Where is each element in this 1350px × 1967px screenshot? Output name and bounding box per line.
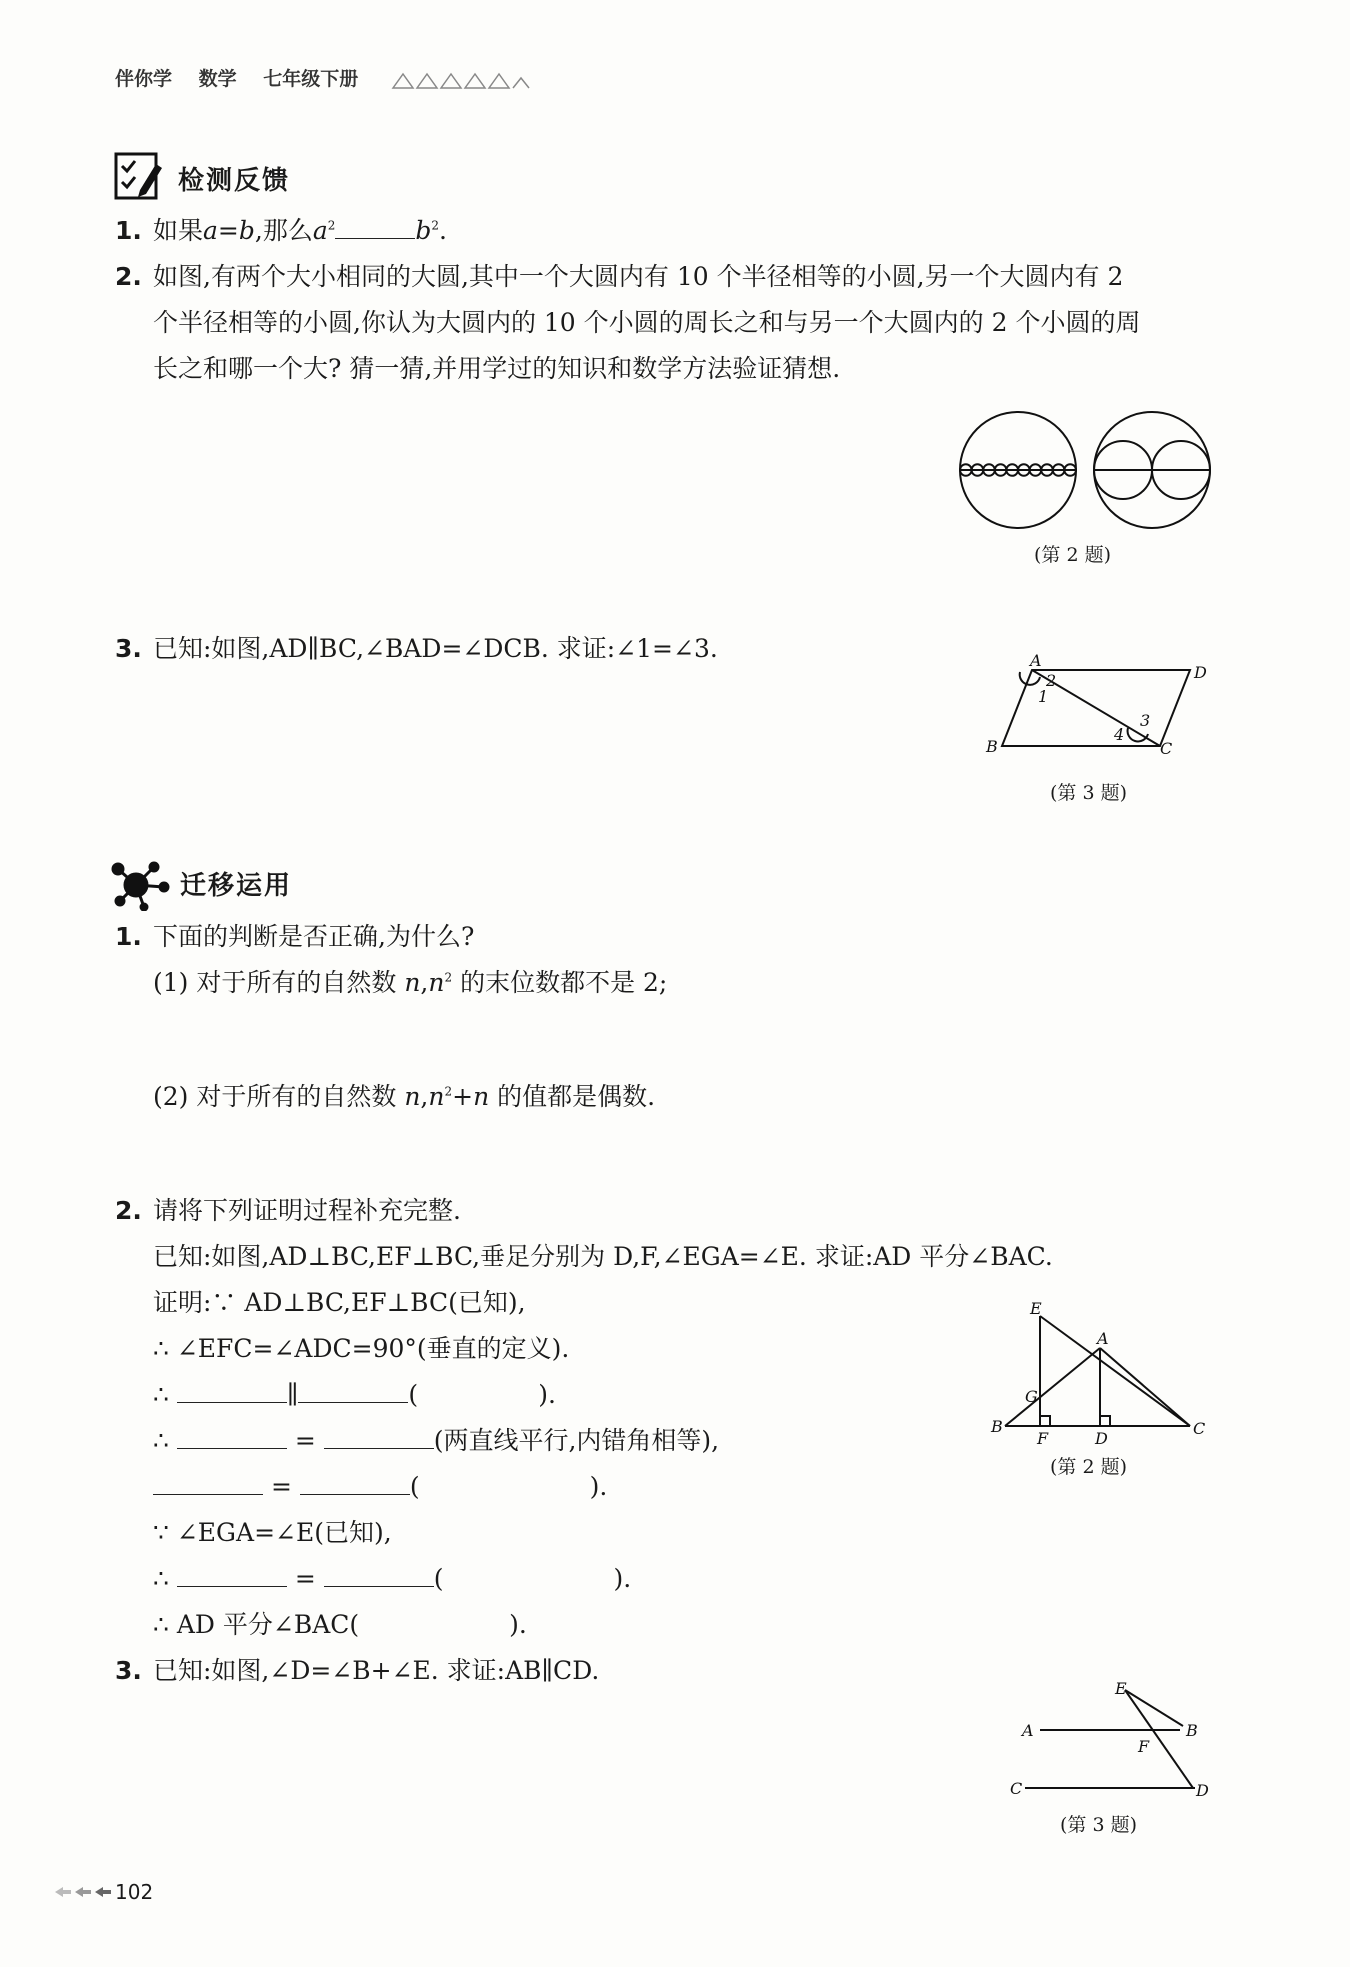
label-4: 4 bbox=[1114, 725, 1125, 744]
s1-question-3 bbox=[115, 634, 718, 664]
text: ). bbox=[538, 1380, 556, 1409]
label-D: D bbox=[1196, 1781, 1209, 1800]
question-number: 1. bbox=[115, 922, 142, 951]
subject-label: 数学 bbox=[198, 68, 237, 90]
text: ,那么 bbox=[254, 216, 313, 245]
text: 如果 bbox=[153, 216, 204, 245]
text: = bbox=[294, 1426, 316, 1455]
answer-blank[interactable] bbox=[177, 1382, 287, 1403]
text: = bbox=[270, 1472, 292, 1501]
text: (两直线平行,内错角相等), bbox=[433, 1426, 720, 1455]
text: 如图,有两个大小相同的大圆,其中一个大圆内有 10 个半径相等的小圆,另一个大圆内有 2 bbox=[153, 262, 1124, 291]
text: 请将下列证明过程补充完整. bbox=[153, 1196, 461, 1225]
parallelogram-figure bbox=[980, 650, 1210, 760]
exponent: 2 bbox=[444, 1084, 453, 1099]
text: ∴ bbox=[153, 1380, 169, 1409]
label-A: A bbox=[1022, 1721, 1034, 1740]
exponent: 2 bbox=[444, 970, 453, 985]
label-E: E bbox=[1030, 1299, 1042, 1318]
question-number: 2. bbox=[115, 1196, 142, 1225]
s2-question-1-part1 bbox=[153, 968, 667, 998]
arrow-decoration-icon bbox=[55, 1885, 115, 1899]
label-C: C bbox=[1193, 1419, 1206, 1438]
grade-label: 七年级下册 bbox=[263, 68, 359, 90]
s2-question-1 bbox=[115, 922, 474, 952]
label-2: 2 bbox=[1046, 671, 1057, 690]
s2-question-2 bbox=[115, 1196, 461, 1226]
s2-question-1-part2 bbox=[153, 1082, 655, 1112]
label-C: C bbox=[1160, 739, 1173, 758]
proof-step-2: ∴ ∠EFC=∠ADC=90°(垂直的定义). bbox=[153, 1334, 570, 1363]
exponent: 2 bbox=[431, 218, 440, 233]
answer-blank[interactable] bbox=[324, 1428, 434, 1449]
label-1: 1 bbox=[1038, 687, 1049, 706]
text: ∴ AD 平分∠BAC( bbox=[153, 1610, 360, 1639]
question-number: 3. bbox=[115, 1656, 142, 1685]
text: ( bbox=[409, 1472, 420, 1501]
text: 已知:如图,AD∥BC,∠BAD=∠DCB. 求证:∠1=∠3. bbox=[153, 634, 718, 663]
text: ( bbox=[408, 1380, 419, 1409]
var: a bbox=[312, 216, 328, 245]
text: ∥ bbox=[286, 1380, 299, 1409]
proof-step-3 bbox=[153, 1380, 556, 1410]
triangle-figure bbox=[985, 1298, 1215, 1448]
proof-step-5 bbox=[153, 1472, 607, 1502]
s1-question-2-line2: 个半径相等的小圆,你认为大圆内的 10 个小圆的周长之和与另一个大圆内的 2 个小圆的周 bbox=[153, 308, 1141, 337]
var: n bbox=[404, 1082, 421, 1111]
s2-question-3 bbox=[115, 1656, 599, 1686]
proof-step-7 bbox=[153, 1564, 631, 1594]
label-G: G bbox=[1025, 1387, 1038, 1406]
text: = bbox=[294, 1564, 316, 1593]
text: ∴ bbox=[153, 1426, 169, 1455]
answer-blank[interactable] bbox=[298, 1382, 408, 1403]
proof-step-6: ∵ ∠EGA=∠E(已知), bbox=[153, 1518, 392, 1547]
text: , bbox=[420, 968, 429, 997]
proof-step-4 bbox=[153, 1426, 719, 1456]
molecule-icon bbox=[108, 855, 172, 911]
text: ∴ bbox=[153, 1564, 169, 1593]
text: + bbox=[452, 1082, 474, 1111]
section-title-feedback: 检测反馈 bbox=[178, 166, 291, 196]
label-A: A bbox=[1097, 1329, 1109, 1348]
text: ). bbox=[613, 1564, 632, 1593]
label-D: D bbox=[1194, 663, 1207, 682]
answer-blank[interactable] bbox=[324, 1566, 434, 1587]
text: 已知:如图,∠D=∠B+∠E. 求证:AB∥CD. bbox=[153, 1656, 600, 1685]
text: 的值都是偶数. bbox=[489, 1082, 656, 1111]
checklist-pencil-icon bbox=[112, 150, 164, 202]
answer-blank[interactable] bbox=[153, 1474, 263, 1495]
answer-blank[interactable] bbox=[420, 1475, 590, 1495]
parallel-lines-figure bbox=[1000, 1680, 1220, 1800]
s1-question-1 bbox=[115, 216, 447, 246]
triangle-decoration-icon bbox=[391, 70, 531, 90]
page-number: 102 bbox=[115, 1880, 154, 1904]
var: n bbox=[428, 968, 445, 997]
label-F: F bbox=[1037, 1429, 1049, 1448]
figure-caption: (第 2 题) bbox=[1050, 1456, 1127, 1478]
page-header bbox=[115, 64, 531, 91]
label-C: C bbox=[1010, 1779, 1023, 1798]
label-D: D bbox=[1095, 1429, 1108, 1448]
var: a bbox=[203, 216, 218, 245]
answer-blank[interactable] bbox=[335, 218, 415, 239]
label-A: A bbox=[1030, 651, 1042, 670]
label-B: B bbox=[991, 1417, 1003, 1436]
label-B: B bbox=[1186, 1721, 1198, 1740]
s1-question-2-line3: 长之和哪一个大? 猜一猜,并用学过的知识和数学方法验证猜想. bbox=[153, 354, 841, 383]
label-E: E bbox=[1115, 1680, 1127, 1698]
text: . bbox=[439, 216, 447, 245]
s1-question-2-line1 bbox=[115, 262, 1123, 292]
text: = bbox=[217, 216, 239, 245]
answer-blank[interactable] bbox=[443, 1567, 613, 1587]
section-title-transfer: 迁移运用 bbox=[180, 871, 293, 901]
text: (1) 对于所有的自然数 bbox=[153, 968, 405, 997]
proof-step-8 bbox=[153, 1610, 527, 1640]
text: , bbox=[420, 1082, 429, 1111]
answer-blank[interactable] bbox=[300, 1474, 410, 1495]
answer-blank[interactable] bbox=[418, 1383, 538, 1403]
figure-caption: (第 2 题) bbox=[1034, 544, 1111, 566]
label-3: 3 bbox=[1140, 711, 1151, 730]
exponent: 2 bbox=[327, 218, 336, 233]
label-B: B bbox=[986, 737, 998, 756]
var: n bbox=[404, 968, 421, 997]
proof-step-1: 证明:∵ AD⊥BC,EF⊥BC(已知), bbox=[153, 1288, 526, 1317]
proof-given: 已知:如图,AD⊥BC,EF⊥BC,垂足分别为 D,F,∠EGA=∠E. 求证:AD 平分∠BAC. bbox=[153, 1242, 1053, 1271]
text: 下面的判断是否正确,为什么? bbox=[153, 922, 475, 951]
question-number: 1. bbox=[115, 216, 142, 245]
text: 的末位数都不是 2; bbox=[452, 968, 668, 997]
book-title: 伴你学 bbox=[115, 68, 173, 90]
text: ( bbox=[433, 1564, 444, 1593]
answer-blank[interactable] bbox=[359, 1613, 509, 1633]
var: b bbox=[415, 216, 432, 245]
var: n bbox=[428, 1082, 445, 1111]
var: b bbox=[238, 216, 255, 245]
question-number: 3. bbox=[115, 634, 142, 663]
text: ). bbox=[589, 1472, 608, 1501]
two-circles-figure bbox=[950, 410, 1230, 540]
question-number: 2. bbox=[115, 262, 142, 291]
var: n bbox=[473, 1082, 490, 1111]
text: ). bbox=[509, 1610, 527, 1639]
figure-caption: (第 3 题) bbox=[1050, 782, 1127, 804]
label-F: F bbox=[1138, 1737, 1150, 1756]
answer-blank[interactable] bbox=[177, 1566, 287, 1587]
answer-blank[interactable] bbox=[177, 1428, 287, 1449]
figure-caption: (第 3 题) bbox=[1060, 1814, 1137, 1836]
text: (2) 对于所有的自然数 bbox=[153, 1082, 405, 1111]
